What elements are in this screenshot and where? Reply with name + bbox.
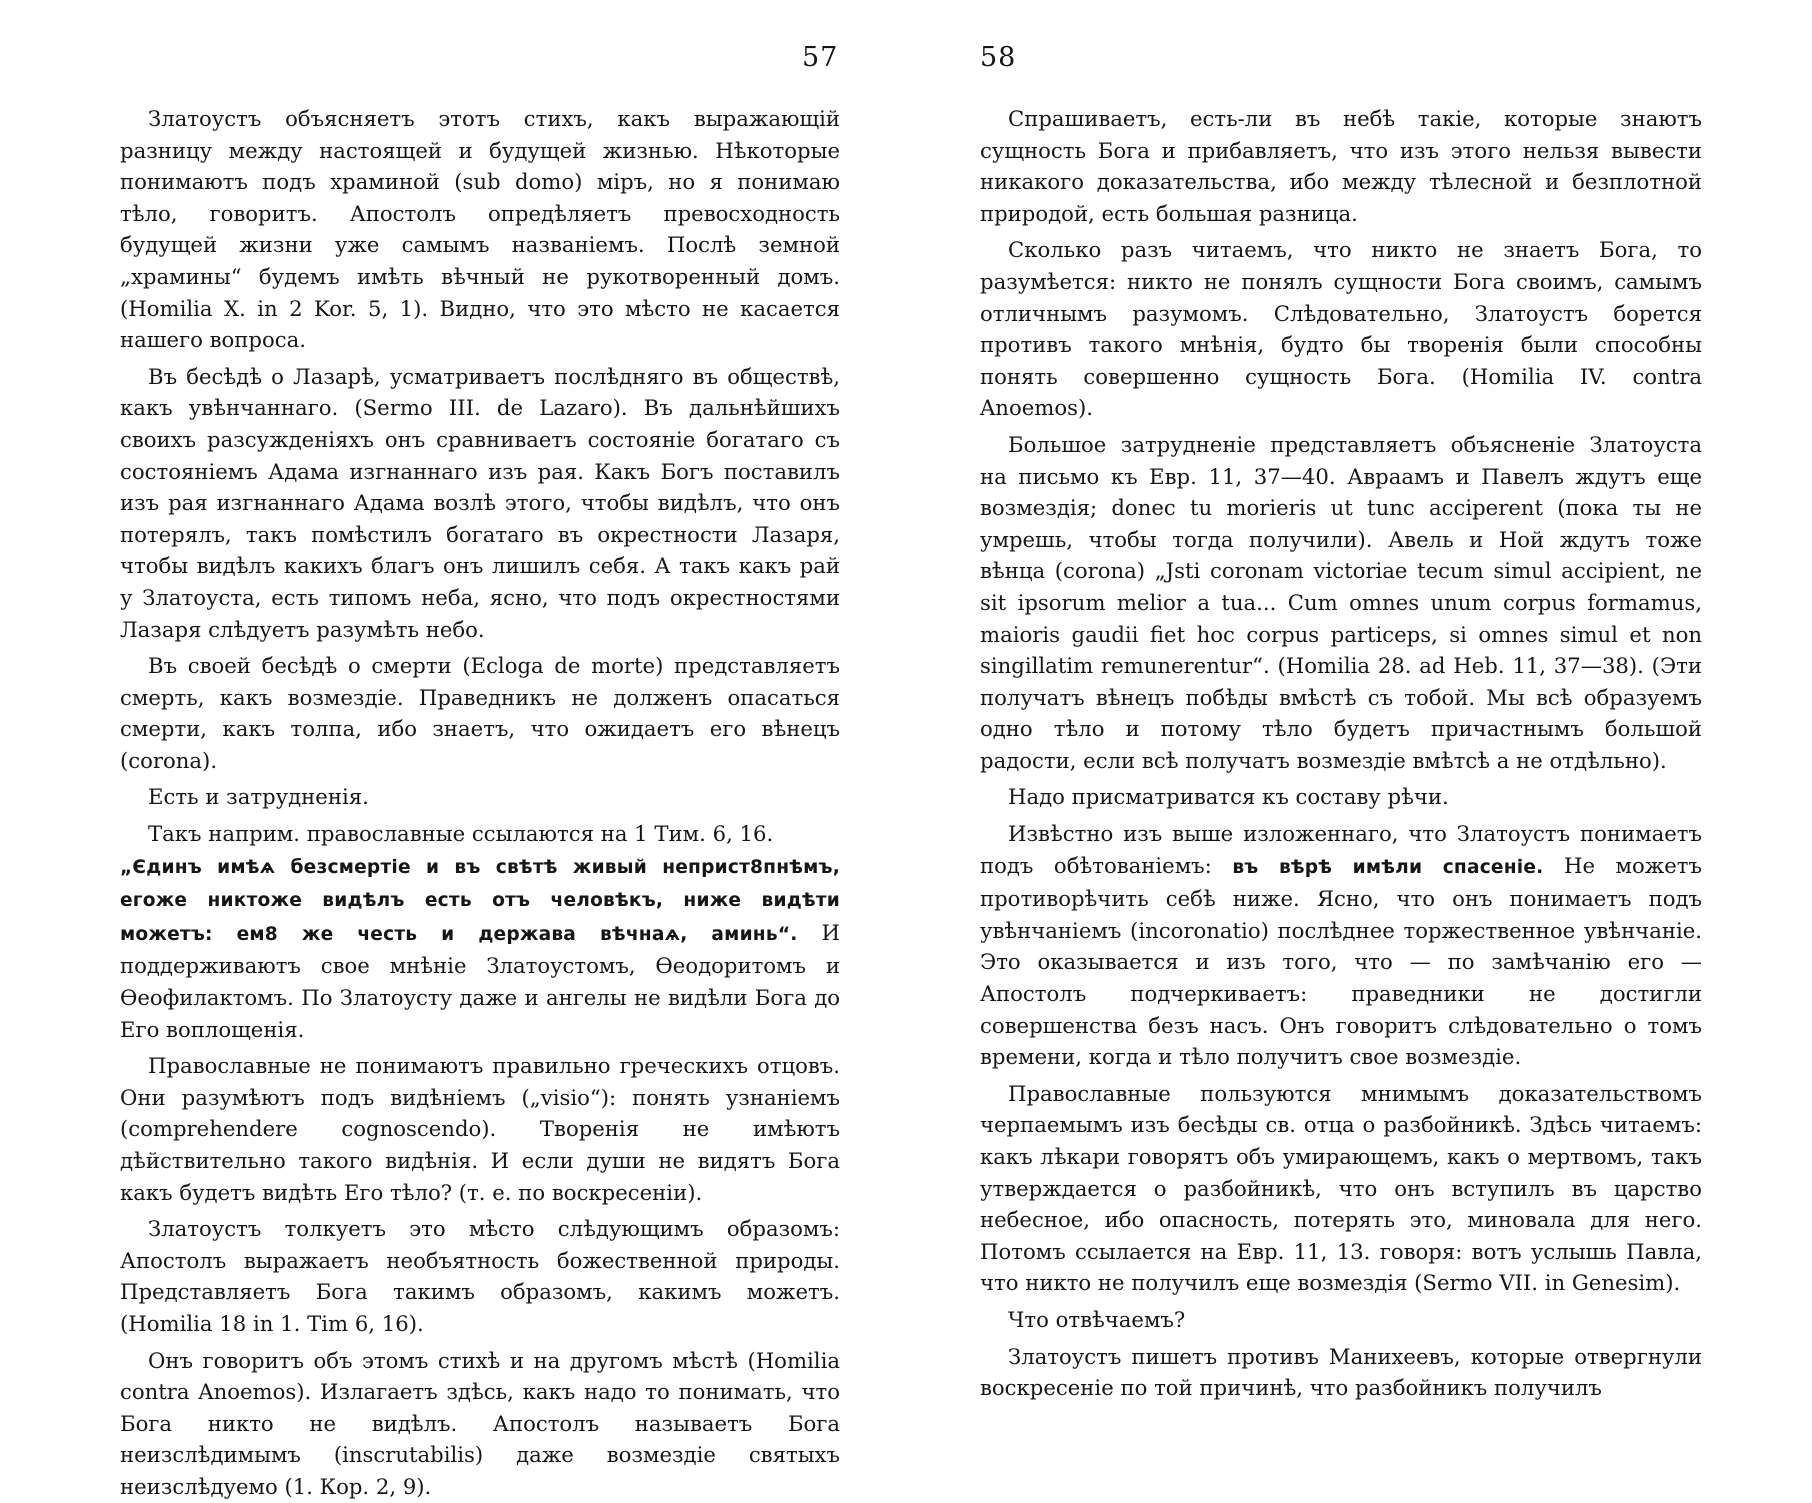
- right-page: [980, 0, 1702, 1500]
- left-page: [120, 0, 840, 1500]
- page-text: [120, 103, 840, 1503]
- paragraph: Есть и затрудненія.: [148, 784, 369, 810]
- paragraph: Надо присматриватся къ составу рѣчи.: [1008, 784, 1449, 810]
- paragraph: Что отвѣчаемъ?: [1008, 1306, 1186, 1332]
- page-text: [980, 103, 1702, 1404]
- paragraph-quote: [120, 850, 840, 1046]
- paragraph: Въ бесѣдѣ о Лазарѣ, усматриваетъ послѣдняго въ обществѣ, какъ увѣнчаннаго. (Sermo III. de Lazaro). Въ дальнѣйшихъ своихъ разсужденіяхъ онъ сравниваетъ состояніе богатаго съ состояніемъ Адама изгнаннаго изъ рая. Какъ Богъ поставилъ изъ рая изгнаннаго Адама возлѣ этого, чтобы видѣлъ, что онъ потерялъ, такъ помѣстилъ богатаго въ окрестности Лазаря, чтобы видѣлъ какихъ благъ онъ лишилъ себя. А такъ какъ рай у Златоуста, есть типомъ неба, ясно, что подъ окрестностями Лазаря слѣдуетъ разумѣть небо.: [120, 363, 840, 642]
- paragraph: Спрашиваетъ, есть-ли въ небѣ такіе, которые знаютъ сущность Бога и прибавляетъ, что изъ этого нельзя вывести никакого доказательства, ибо между тѣлесной и безплотной природой, есть большая разница.: [980, 106, 1702, 226]
- paragraph: Въ своей бесѣдѣ о смерти (Ecloga de morte) представляетъ смерть, какъ возмездіе. Праведникъ не долженъ опасаться смерти, какъ толпа, ибо знаетъ, что ожидаетъ его вѣнецъ (corona).: [120, 653, 840, 773]
- page-number: 58: [980, 42, 1017, 73]
- paragraph: Такъ наприм. православные ссылаются на 1 Тим. 6, 16.: [148, 821, 774, 847]
- paragraph: Православные пользуются мнимымъ доказательствомъ черпаемымъ изъ бесѣды св. отца о разбойникѣ. Здѣсь читаемъ: какъ лѣкари говорятъ объ умирающемъ, какъ о мертвомъ, такъ утверждается о разбойникѣ, что онъ вступилъ въ царство небесное, ибо опасность, потерять это, миновала для него. Потомъ ссылается на Евр. 11, 13. говоря: вотъ услышь Павла, что никто не получилъ еще возмездія (Sermo VII. in Genesim).: [980, 1080, 1702, 1296]
- quote-continuation: И поддерживаютъ свое мнѣніе Златоустомъ, Ѳеодоритомъ и Ѳеофилактомъ. По Златоусту даже и ангелы не видѣли Бога до Его воплощенія.: [120, 919, 840, 1042]
- page-number: 57: [802, 42, 839, 73]
- slavonic-quote: въ вѣрѣ имѣли спасеніе.: [1232, 856, 1544, 878]
- paragraph-with-quote: [980, 818, 1702, 1073]
- slavonic-quote: „Єдинъ имѣѧ безсмертіе и въ свѣтѣ живый неприст8пнѣмъ, егоже никтоже видѣлъ есть отъ человѣкъ, ниже видѣти можетъ: ем8 же честь и держава вѣчнаѧ, аминь“.: [120, 856, 840, 945]
- paragraph: Сколько разъ читаемъ, что никто не знаетъ Бога, то разумѣется: никто не понялъ сущности Бога своимъ, самымъ отличнымъ разумомъ. Слѣдовательно, Златоустъ борется противъ такого мнѣнія, будто бы творенія были способны понять совершенно сущность Бога. (Homilia IV. contra Anoemos).: [980, 237, 1702, 421]
- quote-continuation: Не можетъ противорѣчить себѣ ниже. Ясно, что онъ понимаетъ подъ увѣнчаніемъ (incoronatio) послѣднее торжественное увѣнчаніе. Это оказывается и изъ того, что — по замѣчанію его — Апостолъ подчеркиваетъ: праведники не достигли совершенства безъ насъ. Онъ говоритъ слѣдовательно о томъ времени, когда и тѣло получитъ свое возмездіе.: [980, 852, 1702, 1070]
- quote-lead: Извѣстно изъ выше изложеннаго, что Златоустъ понимаетъ подъ обѣтованіемъ:: [980, 821, 1702, 878]
- paragraph: Златоустъ пишетъ противъ Манихеевъ, которые отвергнули воскресеніе по той причинѣ, что разбойникъ получилъ: [980, 1343, 1702, 1401]
- paragraph: Православные не понимаютъ правильно греческихъ отцовъ. Они разумѣютъ подъ видѣніемъ („visio“): понять узнаніемъ (comprehendere cognoscendo). Творенія не имѣютъ дѣйствительно такого видѣнія. И если души не видятъ Бога какъ будетъ видѣть Его тѣло? (т. е. по воскресеніи).: [120, 1053, 840, 1205]
- paragraph: Большое затрудненіе представляетъ объясненіе Златоуста на письмо къ Евр. 11, 37—40. Авраамъ и Павелъ ждутъ еще возмездія; donec tu morieris ut tunc acciperent (пока ты не умрешь, чтобы тогда получили). Авель и Ной ждутъ тоже вѣнца (corona) „Jsti coronam victoriae tecum simul accipient, ne sit ipsorum melior a tua... Cum omnes unum corpus formamus, maioris gaudii fiet hoc corpus particeps, si omnes simul et non singillatim remunerentur“. (Homilia 28. ad Heb. 11, 37—38). (Эти получатъ вѣнецъ побѣды вмѣстѣ съ тобой. Мы всѣ образуемъ одно тѣло и потому тѣло будетъ причастнымъ большой радости, если всѣ получатъ возмездіе вмѣтсѣ а не отдѣльно).: [980, 431, 1702, 773]
- paragraph: Онъ говоритъ объ этомъ стихѣ и на другомъ мѣстѣ (Homilia contra Anoemos). Излагаетъ здѣсь, какъ надо то понимать, что Бога никто не видѣлъ. Апостолъ называетъ Бога неизслѣдимымъ (inscrutabilis) даже возмездіе святыхъ неизслѣдуемо (1. Кор. 2, 9).: [120, 1347, 840, 1499]
- paragraph: Златоустъ объясняетъ этотъ стихъ, какъ выражающій разницу между настоящей и будущей жизнью. Нѣкоторые понимаютъ подъ храминой (sub domo) міръ, но я понимаю тѣло, говоритъ. Апостолъ опредѣляетъ превосходность будущей жизни уже самымъ названіемъ. Послѣ земной „храмины“ будемъ имѣть вѣчный не рукотворенный домъ. (Homilia X. in 2 Kor. 5, 1). Видно, что это мѣсто не касается нашего вопроса.: [120, 106, 840, 353]
- paragraph: Златоустъ толкуетъ это мѣсто слѣдующимъ образомъ: Апостолъ выражаетъ необъятность божественной природы. Представляетъ Бога такимъ образомъ, какимъ можетъ. (Homilia 18 in 1. Tim 6, 16).: [120, 1216, 840, 1336]
